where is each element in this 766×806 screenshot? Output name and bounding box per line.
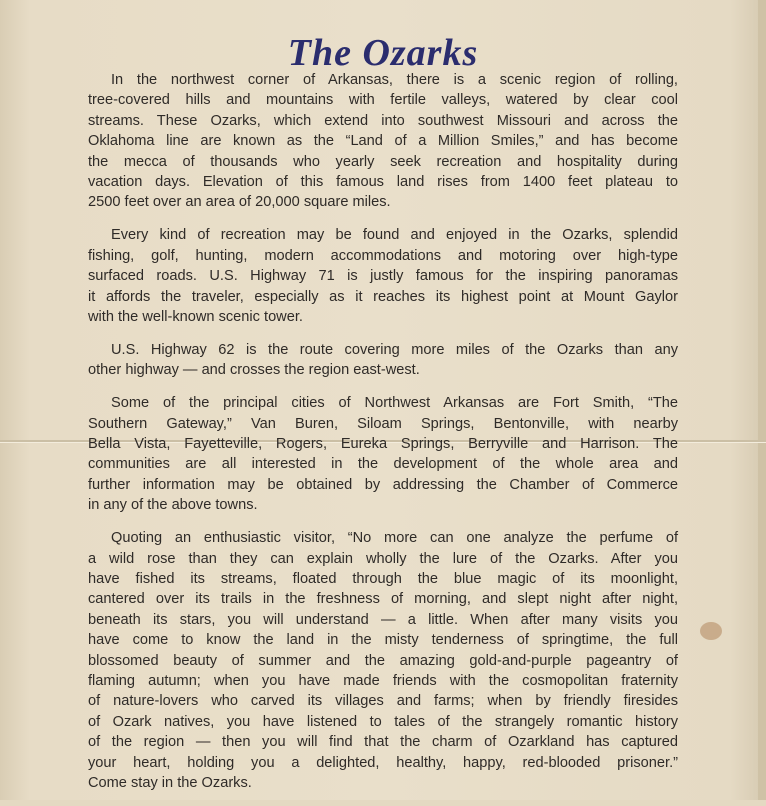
paragraph-line: In the northwest corner of Arkansas, there is a scenic region of rolling, — [111, 72, 678, 88]
paragraph — [88, 340, 678, 381]
paragraph-line: Oklahoma line are known as the “Land of a Million Smiles,” and has become — [88, 133, 678, 150]
paragraph-line: Some of the principal cities of Northwest Arkansas are Fort Smith, “The — [111, 395, 678, 412]
paragraph-line: blossomed beauty of summer and the amazing gold-and-purple pageantry of — [88, 652, 678, 669]
paragraph-line: U.S. Highway 62 is the route covering more miles of the Ozarks than any — [111, 341, 678, 358]
paragraph-line: further information may be obtained by addressing the Chamber of Commerce — [88, 476, 678, 493]
paragraph-line: vacation days. Elevation of this famous land rises from 1400 feet plateau to — [88, 174, 678, 191]
paragraph-line: have come to know the land in the misty tenderness of springtime, the full — [88, 632, 678, 649]
page-title: The Ozarks — [287, 32, 479, 75]
paragraph-line: Every kind of recreation may be found and enjoyed in the Ozarks, splendid — [111, 227, 678, 244]
paragraph-line: Come stay in the Ozarks. — [88, 775, 252, 791]
paragraph-line: your heart, holding you a delighted, healthy, happy, red-blooded prisoner.” — [88, 754, 678, 771]
paragraph-line: communities are all interested in the development of the whole area and — [88, 456, 678, 473]
paragraph-line: Quoting an enthusiastic visitor, “No more can one analyze the perfume of — [111, 530, 678, 547]
paper-stain — [700, 622, 722, 640]
paragraph — [88, 70, 678, 213]
paragraph-line: flaming autumn; when you have made friends with the cosmopolitan fraternity — [88, 672, 678, 689]
paragraph — [88, 393, 678, 515]
paragraph-line: 2500 feet over an area of 20,000 square miles. — [88, 194, 391, 211]
document-body — [88, 70, 678, 806]
paragraph — [88, 225, 678, 327]
paragraph-line: the mecca of thousands who yearly seek recreation and hospitality during — [88, 153, 678, 170]
paragraph-line: streams. These Ozarks, which extend into southwest Missouri and across the — [88, 112, 678, 129]
paper-edge — [758, 0, 766, 800]
paragraph-line: other highway — and crosses the region east-west. — [88, 362, 420, 379]
paragraph-line: with the well-known scenic tower. — [88, 308, 303, 325]
paragraph-line: of Ozark natives, you have listened to tales of the strangely romantic history — [88, 713, 678, 730]
paragraph-line: tree-covered hills and mountains with fertile valleys, watered by clear cool — [88, 92, 678, 109]
paragraph-line: a wild rose than they can explain wholly the lure of the Ozarks. After you — [88, 550, 678, 567]
paragraph-line: of the region — then you will find that the charm of Ozarkland has captured — [88, 734, 678, 751]
paragraph-line: it affords the traveler, especially as it reaches its highest point at Mount Gaylor — [88, 288, 678, 305]
paragraph-line: in any of the above towns. — [88, 497, 258, 514]
paragraph-line: have fished its streams, floated through the blue magic of its moonlight, — [88, 570, 678, 587]
paragraph-line: Southern Gateway,” Van Buren, Siloam Springs, Bentonville, with nearby — [88, 415, 678, 432]
paragraph — [88, 528, 678, 793]
paragraph-line: Bella Vista, Fayetteville, Rogers, Eureka Springs, Berryville and Harrison. The — [88, 436, 678, 452]
paragraph-line: fishing, golf, hunting, modern accommodations and motoring over high-type — [88, 247, 678, 264]
paragraph-line: surfaced roads. U.S. Highway 71 is justly famous for the inspiring panoramas — [88, 268, 678, 285]
paragraph-line: cantered over its trails in the freshness of morning, and slept night after night, — [88, 591, 678, 608]
paragraph-line: of nature-lovers who carved its villages and farms; when by friendly firesides — [88, 693, 678, 710]
paragraph-line: beneath its stars, you will understand — a little. When after many visits you — [88, 611, 678, 628]
